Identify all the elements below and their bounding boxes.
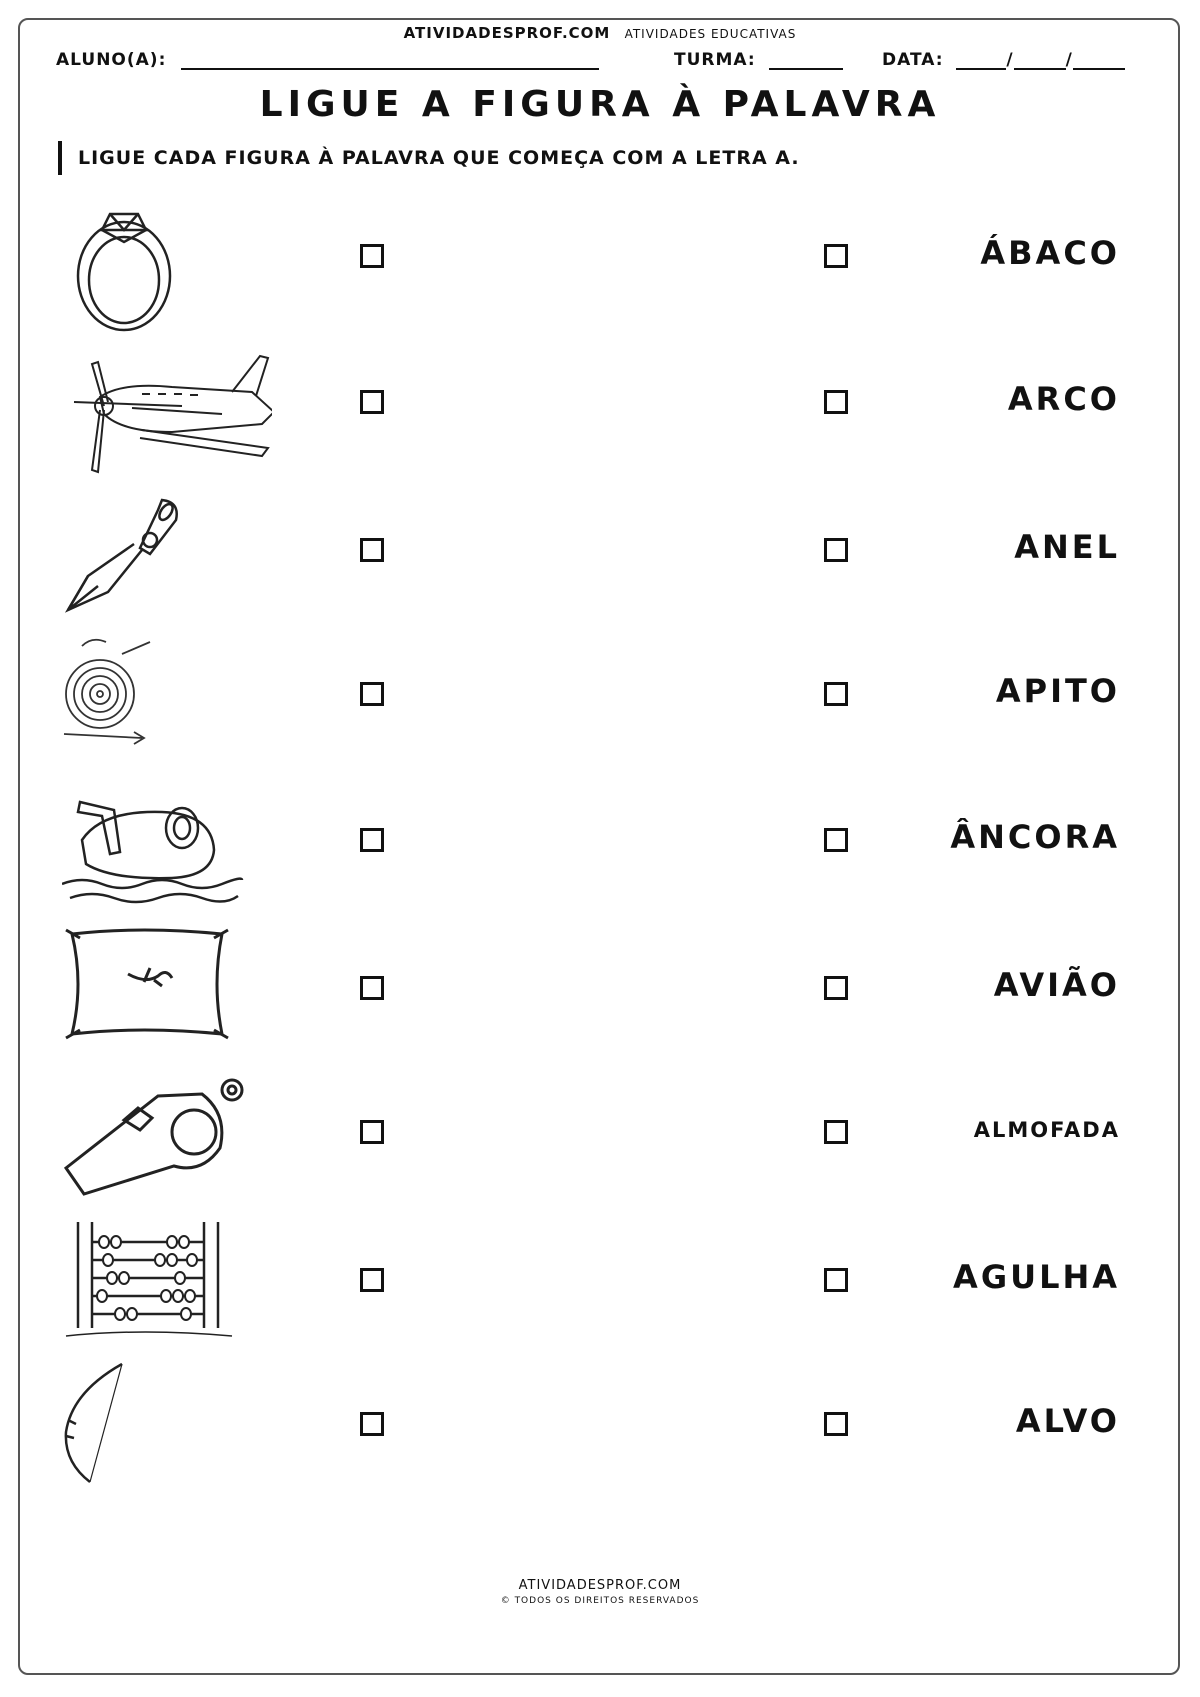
- word-label: ANEL: [1014, 528, 1120, 566]
- ring-icon: [62, 196, 272, 336]
- anchor-buoy-icon: [62, 780, 272, 920]
- data-label: DATA:: [882, 50, 944, 70]
- turma-field: [674, 50, 843, 70]
- right-checkbox[interactable]: [824, 1120, 848, 1144]
- footer-site: ATIVIDADESPROF.COM: [518, 1578, 682, 1593]
- right-checkbox[interactable]: [824, 682, 848, 706]
- exercise-row: [0, 196, 1200, 336]
- left-checkbox[interactable]: [360, 1268, 384, 1292]
- site-name: ATIVIDADESPROF.COM: [403, 24, 611, 42]
- left-checkbox[interactable]: [360, 682, 384, 706]
- instruction-text: LIGUE CADA FIGURA À PALAVRA QUE COMEÇA COM A LETRA A.: [58, 141, 800, 175]
- right-checkbox[interactable]: [824, 244, 848, 268]
- word-label: AGULHA: [953, 1258, 1120, 1296]
- target-icon: [62, 634, 272, 774]
- data-field: [882, 50, 1125, 70]
- abacus-icon: [62, 1218, 272, 1358]
- airplane-icon: [62, 352, 272, 492]
- site-subtitle: ATIVIDADES EDUCATIVAS: [624, 27, 797, 41]
- turma-label: TURMA:: [674, 50, 756, 70]
- site-header: [0, 24, 1200, 42]
- exercise-row: [0, 1362, 1200, 1502]
- word-label: APITO: [995, 672, 1120, 710]
- word-label: ALMOFADA: [973, 1118, 1120, 1142]
- date-separator: /: [1006, 50, 1014, 70]
- day-line[interactable]: [956, 50, 1006, 70]
- word-label: ALVO: [1015, 1402, 1120, 1440]
- exercise-row: [0, 1074, 1200, 1214]
- exercise-row: [0, 352, 1200, 492]
- right-checkbox[interactable]: [824, 1412, 848, 1436]
- word-label: ÁBACO: [980, 234, 1120, 272]
- exercise-row: [0, 1218, 1200, 1358]
- turma-line[interactable]: [769, 50, 843, 70]
- right-checkbox[interactable]: [824, 976, 848, 1000]
- left-checkbox[interactable]: [360, 976, 384, 1000]
- date-separator: /: [1065, 50, 1073, 70]
- left-checkbox[interactable]: [360, 244, 384, 268]
- left-checkbox[interactable]: [360, 1120, 384, 1144]
- pillow-icon: [62, 924, 272, 1064]
- left-checkbox[interactable]: [360, 538, 384, 562]
- bow-icon: [62, 1362, 272, 1502]
- page-title: LIGUE A FIGURA À PALAVRA: [259, 84, 941, 125]
- exercise-row: [0, 496, 1200, 636]
- right-checkbox[interactable]: [824, 828, 848, 852]
- left-checkbox[interactable]: [360, 828, 384, 852]
- right-checkbox[interactable]: [824, 538, 848, 562]
- month-line[interactable]: [1014, 50, 1066, 70]
- right-checkbox[interactable]: [824, 1268, 848, 1292]
- page-footer: [0, 1578, 1200, 1606]
- needle-icon: [62, 496, 272, 636]
- right-checkbox[interactable]: [824, 390, 848, 414]
- word-label: ARCO: [1007, 380, 1120, 418]
- left-checkbox[interactable]: [360, 1412, 384, 1436]
- year-line[interactable]: [1073, 50, 1125, 70]
- word-label: AVIÃO: [993, 966, 1120, 1004]
- aluno-field: [56, 50, 599, 70]
- aluno-label: ALUNO(A):: [56, 50, 167, 70]
- word-label: ÂNCORA: [950, 818, 1120, 856]
- exercise-row: [0, 924, 1200, 1064]
- footer-rights: © TODOS OS DIREITOS RESERVADOS: [500, 1596, 700, 1606]
- exercise-row: [0, 634, 1200, 774]
- exercise-row: [0, 780, 1200, 920]
- aluno-line[interactable]: [181, 50, 599, 70]
- whistle-icon: [62, 1074, 272, 1214]
- student-fields: [56, 50, 1146, 80]
- left-checkbox[interactable]: [360, 390, 384, 414]
